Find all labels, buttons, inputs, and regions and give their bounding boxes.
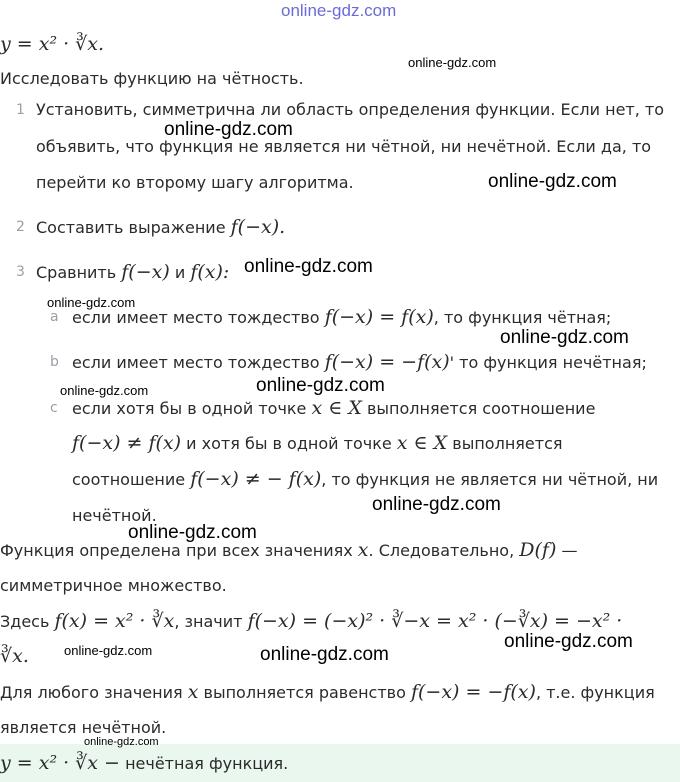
answer-line <box>0 752 288 775</box>
substep-c-l1-post: выполняется соотношение <box>366 399 596 418</box>
solution-p3-mid: выполняется равенство <box>203 683 406 702</box>
watermark: online-gdz.com <box>500 327 629 348</box>
solution-p2-mid: , значит <box>174 612 243 631</box>
substep-c-line-4: нечётной. <box>72 506 157 525</box>
substep-a-pre: если имеет место тождество <box>72 308 320 327</box>
watermark: online-gdz.com <box>47 295 136 310</box>
step-1-line-3: перейти ко второму шагу алгоритма. <box>36 173 354 192</box>
task-title: Исследовать функцию на чётность. <box>0 69 304 88</box>
substep-b-math: f(−x) = −f(x) <box>324 351 450 373</box>
solution-p1-line-2: симметричное множество. <box>0 576 227 595</box>
solution-p1-line-1 <box>0 539 577 562</box>
substep-b-line <box>72 351 647 374</box>
substep-c-l3-pre: соотношение <box>72 470 186 489</box>
formula-top: y = x² · ∛x. <box>0 33 105 55</box>
substep-c-l2-post: выполняется <box>452 434 563 453</box>
step-2-text: Составить выражение <box>36 218 226 237</box>
step-2-line <box>36 216 285 239</box>
step-number: 3 <box>16 264 25 280</box>
substep-a-line <box>72 306 611 329</box>
step-3-math-a: f(−x) <box>121 261 170 283</box>
substep-letter: c <box>50 400 58 416</box>
substep-c-l3-post: , то функция не является ни чётной, ни <box>321 470 659 489</box>
solution-p3-line-1 <box>0 681 655 704</box>
watermark: online-gdz.com <box>260 644 389 665</box>
solution-p3-post: , т.е. функция <box>535 683 655 702</box>
step-1-line-1: Установить, симметрична ли область определения функции. Если нет, то <box>36 100 665 119</box>
solution-p1-pre: Функция определена при всех значениях <box>0 541 353 560</box>
step-3-math-b: f(x): <box>190 261 230 283</box>
solution-p3-line-2: является нечётной. <box>0 718 167 737</box>
answer-text: нечётная функция. <box>125 754 289 773</box>
solution-p3-math2: f(−x) = −f(x) <box>410 681 536 703</box>
solution-p2-pre: Здесь <box>0 612 50 631</box>
watermark: online-gdz.com <box>164 119 293 140</box>
substep-c-line-1 <box>72 397 595 420</box>
watermark: online-gdz.com <box>256 375 385 396</box>
step-3-text-b: и <box>174 263 186 282</box>
solution-p2-line-1 <box>0 610 622 633</box>
watermark: online-gdz.com <box>504 631 633 652</box>
solution-p2-math2: f(−x) = (−x)² · ∛−x = x² · (−∛x) = −x² · <box>247 610 623 632</box>
solution-p2-math: f(x) = x² · ∛x <box>54 610 175 632</box>
answer-math: y = x² · ∛x − <box>0 752 120 774</box>
substep-c-l2-mid: и хотя бы в одной точке <box>186 434 392 453</box>
substep-c-l3-math: f(−x) ≠ − f(x) <box>190 468 322 490</box>
watermark: online-gdz.com <box>128 522 257 543</box>
solution-p3-math: x <box>187 681 199 703</box>
watermark: online-gdz.com <box>84 736 159 748</box>
watermark: online-gdz.com <box>64 643 153 658</box>
watermark-top: online-gdz.com <box>281 1 397 20</box>
substep-letter: b <box>50 354 59 370</box>
solution-p2-line-2: ∛x. <box>0 645 29 667</box>
watermark: online-gdz.com <box>60 383 149 398</box>
substep-a-math: f(−x) = f(x) <box>324 306 434 328</box>
solution-p1-math2: D(f) <box>519 539 557 561</box>
substep-c-l2-math: f(−x) ≠ f(x) <box>72 432 182 454</box>
step-number: 1 <box>16 102 25 118</box>
substep-letter: a <box>50 309 59 325</box>
substep-b-pre: если имеет место тождество <box>72 353 320 372</box>
substep-c-l1-math: x ∈ X <box>311 397 362 419</box>
solution-p1-mid: . Следовательно, <box>368 541 515 560</box>
watermark: online-gdz.com <box>408 55 497 70</box>
step-number: 2 <box>16 219 25 235</box>
step-1-line-2: объявить, что функция не является ни чётной, ни нечётной. Если да, то <box>36 137 652 156</box>
step-3-line <box>36 261 229 284</box>
watermark: online-gdz.com <box>244 256 373 277</box>
substep-c-l1-pre: если хотя бы в одной точке <box>72 399 307 418</box>
substep-c-line-3 <box>72 468 658 491</box>
substep-c-l2-math2: x ∈ X <box>396 432 448 454</box>
solution-p3-pre: Для любого значения <box>0 683 183 702</box>
substep-b-post: ' то функция нечётная; <box>449 353 647 372</box>
solution-p1-math: x <box>357 539 369 561</box>
step-2-math: f(−x). <box>230 216 286 238</box>
substep-a-post: , то функция чётная; <box>433 308 612 327</box>
substep-c-line-2 <box>72 432 563 455</box>
step-3-text-a: Сравнить <box>36 263 117 282</box>
solution-p1-post: — <box>556 541 578 560</box>
watermark: online-gdz.com <box>488 171 617 192</box>
watermark: online-gdz.com <box>372 494 501 515</box>
